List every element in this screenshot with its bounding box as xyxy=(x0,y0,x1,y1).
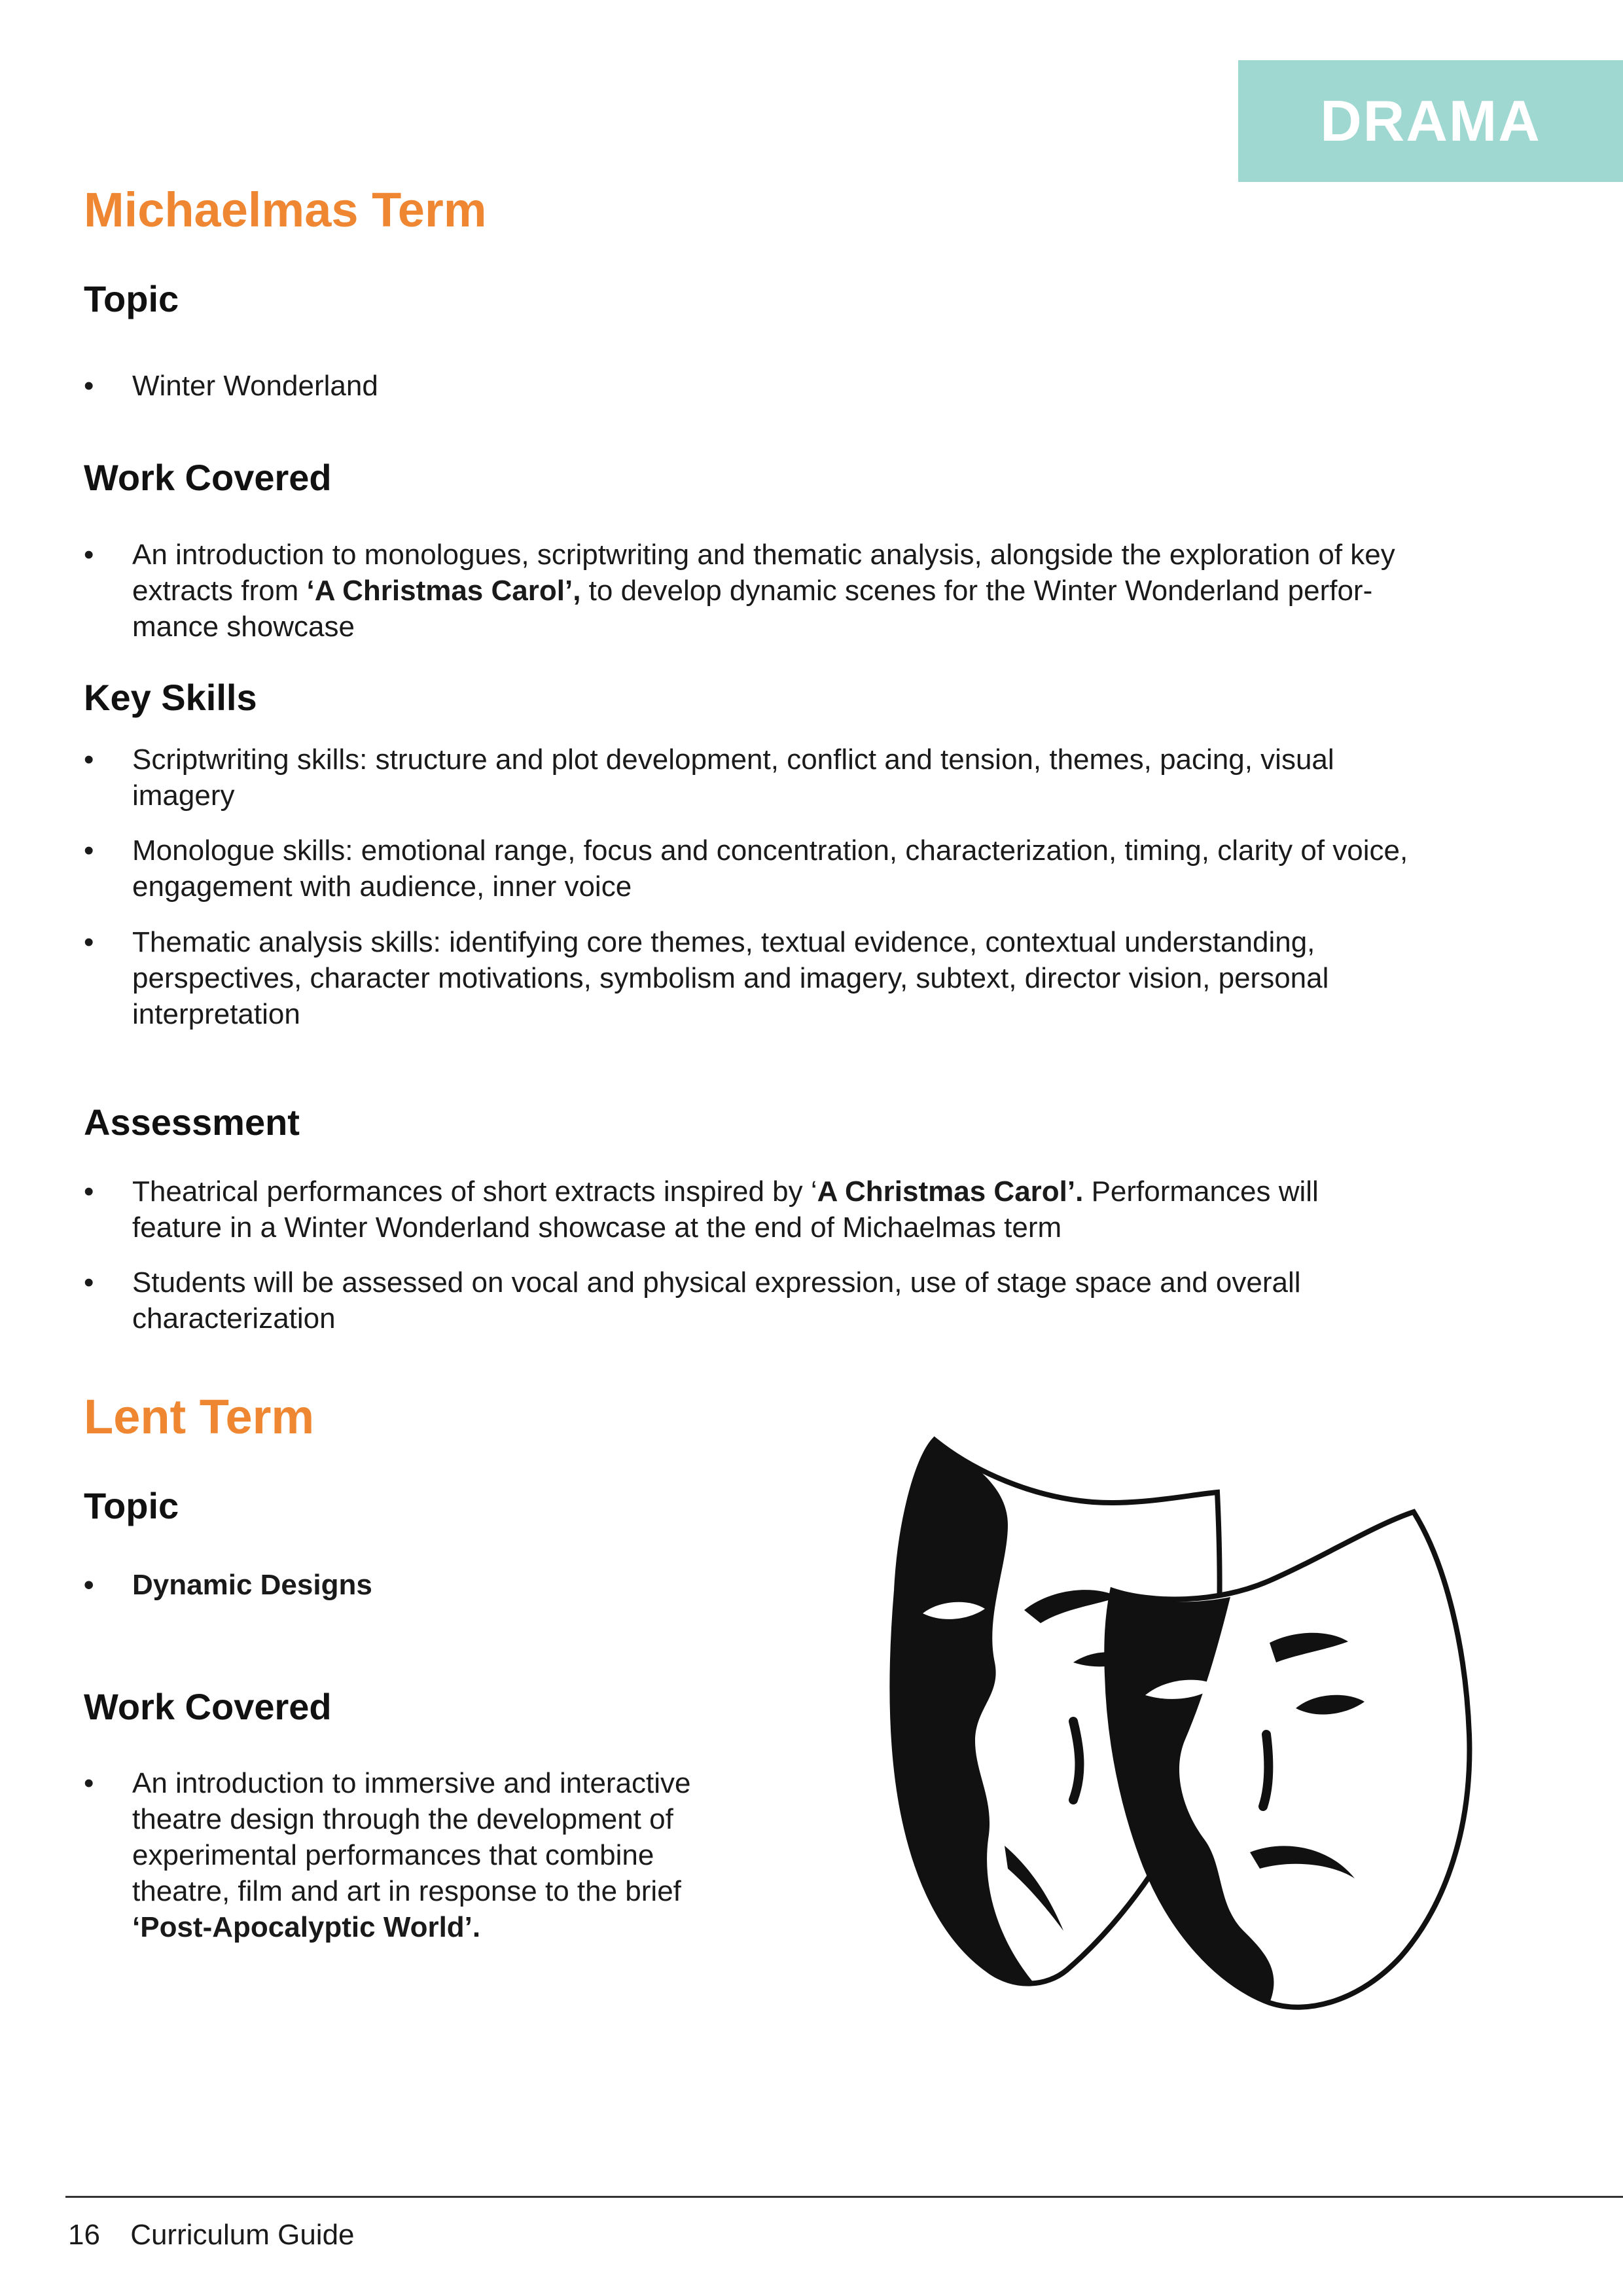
skill-line: imagery xyxy=(132,780,235,812)
skill-item xyxy=(84,833,1408,905)
work-line-2a: extracts from xyxy=(132,575,307,607)
assessment-line: Theatrical performances of short extracts inspired by ‘ xyxy=(132,1175,817,1208)
assessment-play-title: A Christmas Carol’. xyxy=(817,1175,1084,1208)
skill-line: Thematic analysis skills: identifying core themes, textual evidence, contextual understanding, xyxy=(132,926,1315,958)
michaelmas-work-heading: Work Covered xyxy=(84,457,332,498)
michaelmas-topic-text: Winter Wonderland xyxy=(132,370,378,402)
michaelmas-term-title: Michaelmas Term xyxy=(84,183,487,237)
bullet-icon: • xyxy=(84,1767,94,1799)
bullet-icon: • xyxy=(84,1266,94,1299)
michaelmas-assessment-heading: Assessment xyxy=(84,1102,300,1143)
work-line-3: mance showcase xyxy=(132,611,355,643)
assessment-line: characterization xyxy=(132,1302,336,1335)
skill-line: perspectives, character motivations, symbolism and imagery, subtext, director vision, personal xyxy=(132,962,1329,994)
work-line-1: An introduction to monologues, scriptwriting and thematic analysis, alongside the exploration of key xyxy=(132,539,1395,571)
michaelmas-topic-item xyxy=(84,368,378,404)
section-tab-drama: DRAMA xyxy=(1238,60,1623,182)
theatre-masks-icon xyxy=(877,1433,1499,2042)
lent-work-heading: Work Covered xyxy=(84,1686,332,1727)
lent-topic-item xyxy=(84,1567,372,1603)
lent-term-title: Lent Term xyxy=(84,1390,315,1444)
assessment-line: Performances will xyxy=(1083,1175,1319,1208)
bullet-icon: • xyxy=(84,1569,94,1601)
skill-item xyxy=(84,924,1329,1032)
skill-line: Scriptwriting skills: structure and plot development, conflict and tension, themes, pacing, visual xyxy=(132,744,1334,776)
footer-guide-title: Curriculum Guide xyxy=(130,2219,355,2251)
michaelmas-topic-heading: Topic xyxy=(84,278,179,319)
work-line-2c: to develop dynamic scenes for the Winter Wonderland perfor- xyxy=(580,575,1373,607)
work-line-2-title: ‘A Christmas Carol’, xyxy=(306,575,581,607)
skill-line: Monologue skills: emotional range, focus and concentration, characterization, timing, clarity of voice, xyxy=(132,834,1408,867)
assessment-line: feature in a Winter Wonderland showcase at the end of Michaelmas term xyxy=(132,1211,1062,1244)
page-footer xyxy=(68,2219,355,2251)
lent-topic-heading: Topic xyxy=(84,1485,179,1526)
footer-divider xyxy=(65,2196,1623,2198)
skill-item xyxy=(84,742,1334,814)
page-number: 16 xyxy=(68,2219,100,2251)
lent-work-line: experimental performances that combine xyxy=(132,1839,654,1871)
bullet-icon: • xyxy=(84,744,94,776)
bullet-icon: • xyxy=(84,1175,94,1208)
assessment-line: Students will be assessed on vocal and physical expression, use of stage space and overall xyxy=(132,1266,1301,1299)
bullet-icon: • xyxy=(84,926,94,958)
lent-brief-title: ‘Post-Apocalyptic World’. xyxy=(132,1911,481,1943)
assessment-item xyxy=(84,1174,1319,1246)
lent-topic-text: Dynamic Designs xyxy=(132,1569,372,1601)
lent-work-line: An introduction to immersive and interactive xyxy=(132,1767,691,1799)
skill-line: interpretation xyxy=(132,998,300,1030)
bullet-icon: • xyxy=(84,539,94,571)
assessment-item xyxy=(84,1265,1301,1336)
bullet-icon: • xyxy=(84,370,94,402)
michaelmas-skills-heading: Key Skills xyxy=(84,677,257,718)
lent-work-line: theatre design through the development of xyxy=(132,1803,673,1835)
michaelmas-work-item xyxy=(84,537,1395,645)
lent-work-line: theatre, film and art in response to the brief xyxy=(132,1875,681,1907)
skill-line: engagement with audience, inner voice xyxy=(132,870,632,903)
lent-work-item xyxy=(84,1765,691,1945)
bullet-icon: • xyxy=(84,834,94,867)
